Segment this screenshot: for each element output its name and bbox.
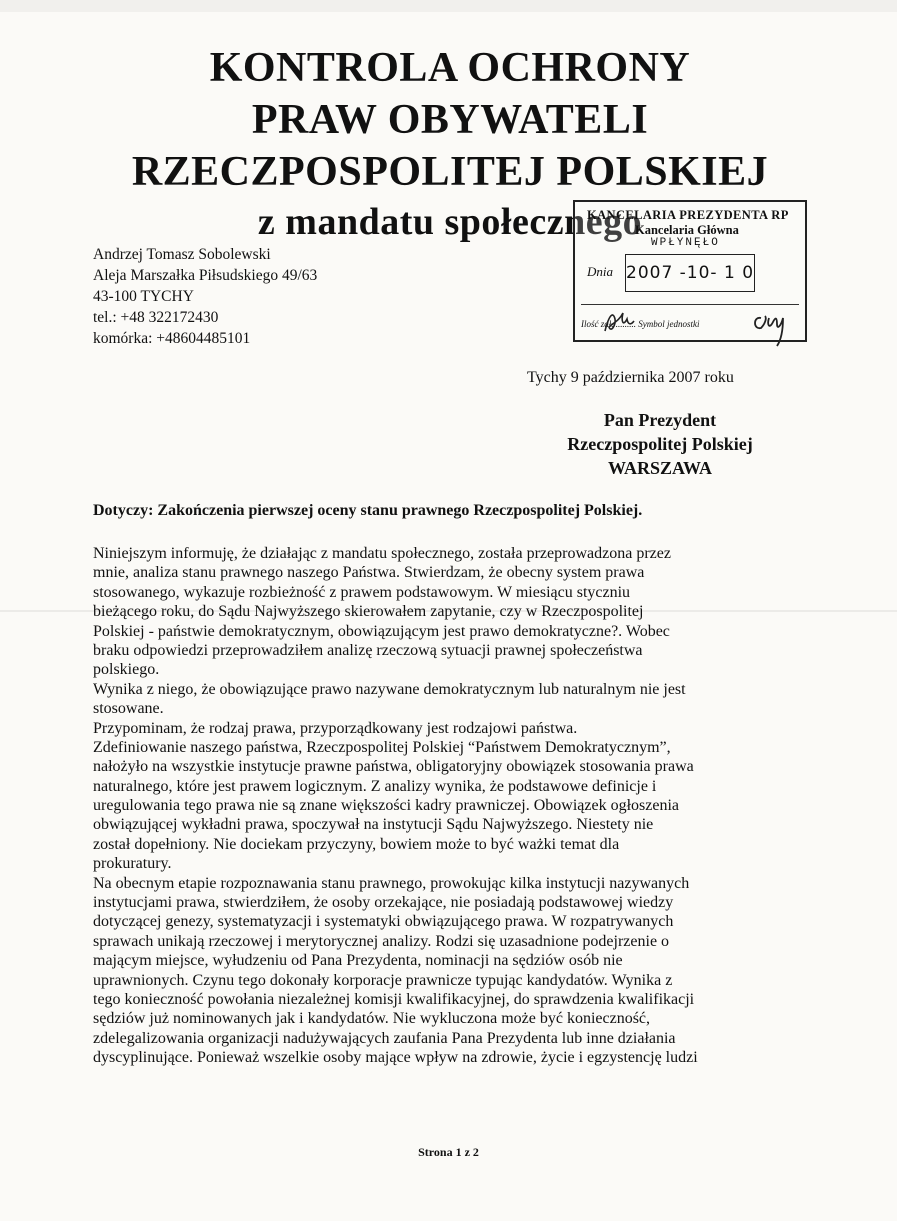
- body-line: bieżącego roku, do Sądu Najwyższego skierowałem zapytanie, czy w Rzeczpospolitej: [93, 603, 644, 621]
- stamp-received: WPŁYNĘŁO: [651, 237, 720, 249]
- stamp-date-value: 2007 -10- 1 0: [625, 254, 755, 292]
- title-line-1: KONTROLA OCHRONY: [209, 45, 691, 91]
- page-number: Strona 1 z 2: [418, 1145, 479, 1159]
- letter-place-date: Tychy 9 października 2007 roku: [527, 369, 734, 386]
- body-line: dyscyplinujące. Ponieważ wszelkie osoby mające wpływ na zdrowie, życie i egzystencję ludzi: [93, 1049, 698, 1067]
- handwritten-initials-signature: [601, 305, 637, 337]
- stamp-department: Kancelaria Główna: [635, 223, 739, 237]
- letter-body: [93, 544, 793, 1068]
- title-line-4: z mandatu społecznego: [257, 201, 643, 243]
- body-line: braku odpowiedzi przeprowadziłem analizę rzeczową sytuacji prawnej społeczeństwa: [93, 641, 643, 659]
- addressee-line-1: Pan Prezydent: [603, 410, 717, 430]
- body-line: uprawnionych. Czynu tego dokonały korporacje prawnicze typując kandydatów. Wynika z: [93, 971, 673, 989]
- body-line: stosowanego, wykazuje rozbieżność z prawem podstawowym. W miesiącu styczniu: [93, 583, 631, 601]
- body-line: Polskiej - państwie demokratycznym, obowiązującym jest prawo demokratyczne?. Wobec: [93, 622, 670, 640]
- body-line: instytucjami prawa, stwierdziłem, że osoby orzekające, nie posiadają podstawowej wiedzy: [93, 894, 674, 912]
- body-line: zdelegalizowania organizacji nadużywających zaufania Pana Prezydenta lub inne działania: [93, 1029, 676, 1047]
- body-line: Na obecnym etapie rozpoznawania stanu prawnego, prowokując kilka instytucji nazywanych: [93, 874, 690, 892]
- body-line: sprawach unikają rzeczowej i merytorycznej analizy. Rodzi się uzasadnione podejrzenie o: [93, 932, 670, 950]
- body-line: obwiązującej wykładni prawa, spoczywał na instytucji Sądu Najwyższego. Niestety nie: [93, 816, 654, 834]
- scan-edge: [0, 0, 897, 12]
- stamp-office: KANCELARIA PREZYDENTA RP: [587, 208, 789, 222]
- body-line: Zdefiniowanie naszego państwa, Rzeczpospolitej Polskiej “Państwem Demokratycznym”,: [93, 738, 671, 756]
- body-line: został dopełniony. Nie dociekam przyczyny, bowiem może to być ważki temat dla: [93, 835, 620, 853]
- stamp-footer: Ilość zał. ......... Symbol jednostki: [581, 319, 700, 329]
- sender-street: Aleja Marszałka Piłsudskiego 49/63: [93, 267, 318, 284]
- sender-city: 43-100 TYCHY: [93, 288, 194, 305]
- body-line: mnie, analiza stanu prawnego naszego Państwa. Stwierdzam, że obecny system prawa: [93, 564, 645, 582]
- letter-subject: Dotyczy: Zakończenia pierwszej oceny stanu prawnego Rzeczpospolitej Polskiej.: [93, 502, 643, 519]
- addressee-line-3: WARSZAWA: [607, 458, 713, 478]
- body-line: sędziów już nominowanych jak i kandydatów. Nie wykluczona może być konieczność,: [93, 1010, 651, 1028]
- received-stamp: [573, 200, 807, 342]
- title-line-3: RZECZPOSPOLITEJ POLSKIEJ: [131, 149, 769, 195]
- body-line: uregulowania tego prawa nie są znane większości kadry prawniczej. Obowiązek ogłoszenia: [93, 797, 679, 815]
- body-line: nałożyło na wszystkie instytucje prawne państwa, obligatoryjny obowiązek stosowania prawa: [93, 758, 694, 776]
- sender-address: [93, 244, 317, 349]
- addressee-line-2: Rzeczpospolitej Polskiej: [567, 434, 753, 454]
- body-line: naturalnego, które jest prawem logicznym. Z analizy wynika, że podstawowe definicje i: [93, 777, 657, 795]
- body-line: dotyczącej genezy, systematyzacji i systematyki obwiązującego prawa. W rozpatrywanych: [93, 913, 674, 931]
- body-line: polskiego.: [93, 661, 160, 679]
- sender-phone: tel.: +48 322172430: [93, 309, 219, 326]
- stamp-date-label: Dnia: [587, 264, 613, 279]
- body-line: tego konieczność powołania niezależnej komisji kwalifikacyjnej, do sprawdzenia kwalifikacji: [93, 990, 695, 1008]
- sender-name: Andrzej Tomasz Sobolewski: [93, 246, 271, 263]
- body-line: stosowane.: [93, 700, 164, 718]
- body-line: Przypominam, że rodzaj prawa, przyporządkowany jest rodzajowi państwa.: [93, 719, 578, 737]
- body-line: Wynika z niego, że obowiązujące prawo nazywane demokratycznym lub naturalnym nie jest: [93, 680, 686, 698]
- title-line-2: PRAW OBYWATELI: [251, 97, 649, 143]
- body-line: Niniejszym informuję, że działając z mandatu społecznego, została przeprowadzona przez: [93, 545, 671, 562]
- sender-mobile: komórka: +48604485101: [93, 330, 251, 347]
- handwritten-signature: [747, 300, 795, 348]
- body-line: mającym miejsce, wyłudzeniu od Pana Prezydenta, nominacji na sędziów osób nie: [93, 952, 623, 970]
- body-line: prokuratury.: [93, 855, 172, 873]
